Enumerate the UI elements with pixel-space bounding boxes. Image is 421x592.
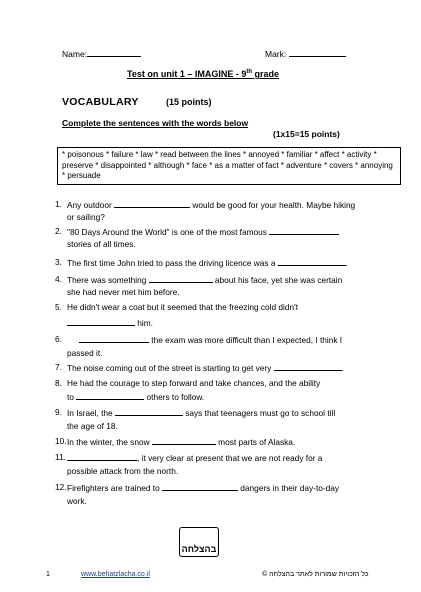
question-11: 11. , it very clear at present that we are not ready for a bbox=[55, 452, 323, 463]
question-9: 9. In Israel, the says that teenagers must go to school till bbox=[55, 407, 336, 418]
question-8-cont: to others to follow. bbox=[67, 392, 205, 402]
question-6-cont: passed it. bbox=[67, 348, 103, 358]
answer-blank[interactable] bbox=[67, 317, 135, 326]
question-3: 3. The first time John tried to pass the driving licence was a . bbox=[55, 257, 349, 268]
question-5-cont: him. bbox=[67, 317, 153, 328]
answer-blank[interactable] bbox=[149, 274, 213, 283]
name-blank[interactable] bbox=[87, 47, 141, 57]
page-number: 1 bbox=[46, 571, 50, 578]
name-label: Name: bbox=[62, 49, 88, 59]
question-2-cont: stories of all times. bbox=[67, 239, 136, 249]
copyright: כל הזכויות שמורות לאתר בהצלחה © bbox=[262, 571, 369, 578]
question-6: 6. the exam was more difficult than I expected, I think I bbox=[55, 334, 343, 345]
answer-blank[interactable] bbox=[162, 482, 238, 491]
word-bank: * poisonous * failure * law * read between the lines * annoyed * familiar * affect * activity * preserve * disappointed * although * face * as a matter of fact * adventure * covers * annoying * persuade bbox=[57, 147, 401, 185]
instructions: Complete the sentences with the words below bbox=[62, 118, 249, 128]
answer-blank[interactable] bbox=[76, 391, 144, 400]
mark-blank[interactable] bbox=[289, 47, 346, 57]
questions-list bbox=[55, 199, 405, 519]
question-5: 5. He didn't wear a coat but it seemed that the freezing cold didn't bbox=[55, 302, 299, 312]
question-7: 7. The noise coming out of the street is starting to get very . bbox=[55, 362, 344, 373]
question-1: 1. Any outdoor would be good for your health. Maybe hiking bbox=[55, 199, 356, 210]
answer-blank[interactable] bbox=[114, 199, 190, 208]
question-8: 8. He had the courage to step forward and take chances, and the ability bbox=[55, 378, 321, 388]
question-1-cont: or sailing? bbox=[67, 212, 105, 222]
question-2: 2. "80 Days Around the World" is one of the most famous bbox=[55, 226, 339, 237]
answer-blank[interactable] bbox=[274, 362, 342, 371]
logo: בהצלחה bbox=[179, 527, 219, 557]
question-11-cont: possible attack from the north. bbox=[67, 466, 179, 476]
answer-blank[interactable] bbox=[278, 257, 346, 266]
mark-label: Mark: bbox=[265, 49, 287, 59]
section-points: (15 points) bbox=[166, 97, 212, 107]
answer-blank[interactable] bbox=[115, 407, 183, 416]
question-9-cont: the age of 18. bbox=[67, 421, 118, 431]
answer-blank[interactable] bbox=[67, 452, 137, 461]
page-title: Test on unit 1 – IMAGINE - 9th grade bbox=[127, 69, 280, 79]
question-10: 10. In the winter, the snow most parts of Alaska. bbox=[55, 436, 296, 447]
question-4: 4. There was something about his face, yet she was certain bbox=[55, 274, 343, 285]
instructions-points: (1x15=15 points) bbox=[273, 129, 340, 139]
name-field bbox=[62, 47, 141, 59]
footer-link[interactable]: www.behatzlacha.co.il bbox=[81, 571, 150, 578]
question-12: 12. Firefighters are trained to dangers in their day-to-day bbox=[55, 482, 340, 493]
question-4-cont: she had never met him before. bbox=[67, 287, 180, 297]
answer-blank[interactable] bbox=[152, 436, 216, 445]
answer-blank[interactable] bbox=[79, 334, 149, 343]
mark-field bbox=[265, 47, 346, 59]
question-12-cont: work. bbox=[67, 496, 87, 506]
answer-blank[interactable] bbox=[269, 226, 339, 235]
section-heading: VOCABULARY bbox=[62, 96, 139, 108]
